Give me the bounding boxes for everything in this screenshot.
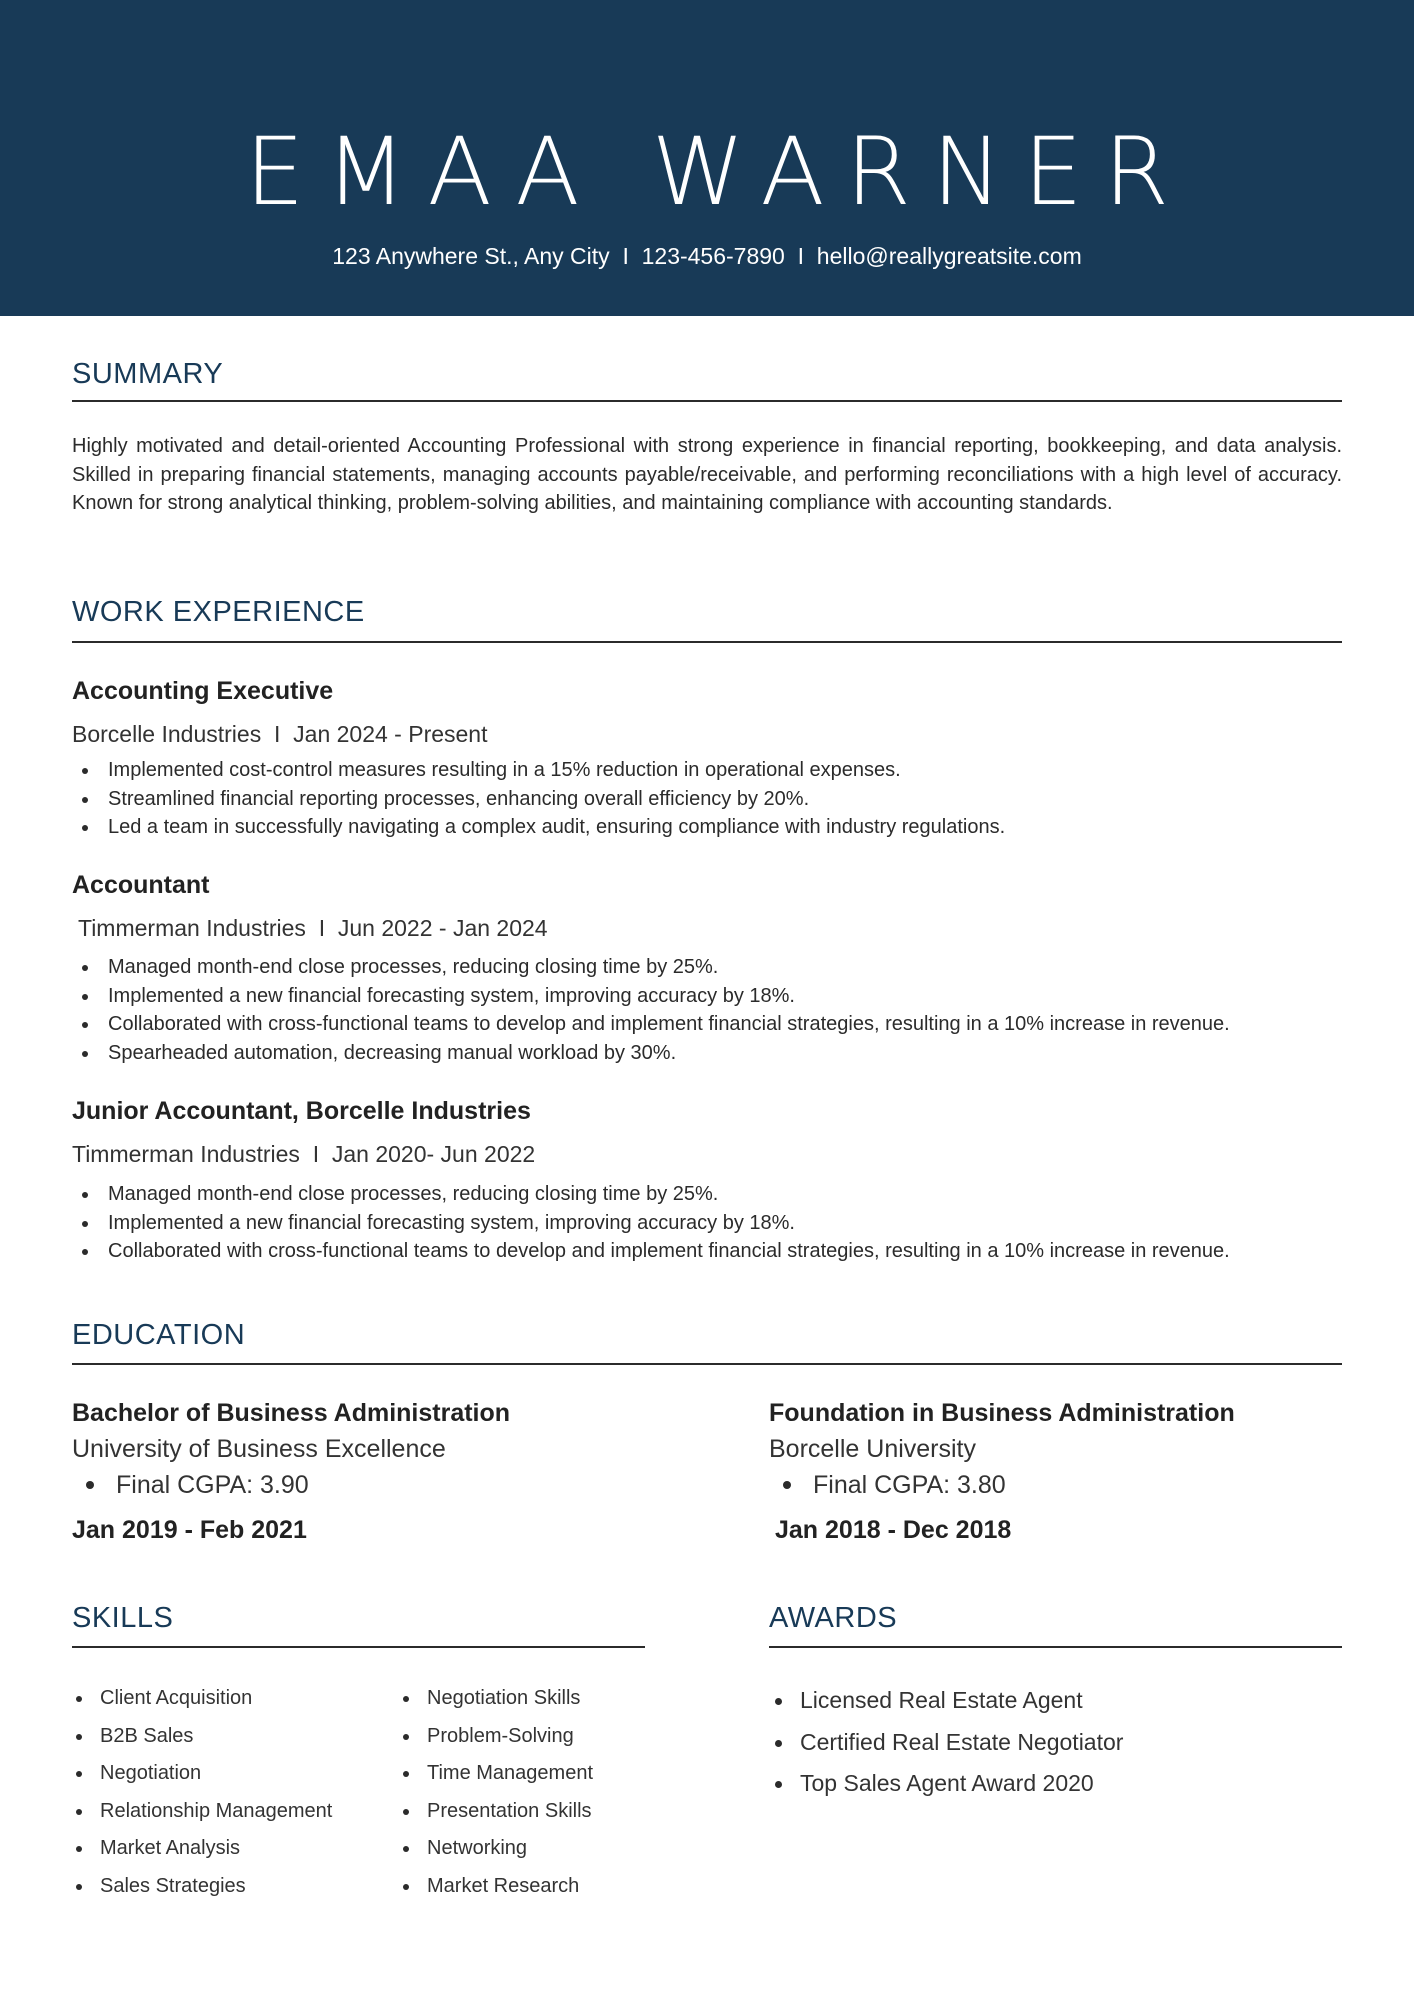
job-company-dates: Borcelle Industries I Jan 2024 - Present [72,721,488,747]
job-company-dates: Timmerman Industries I Jun 2022 - Jan 2024 [78,915,548,941]
list-item: Managed month-end close processes, reducing closing time by 25%. [72,1180,1230,1209]
list-item: Top Sales Agent Award 2020 [768,1763,1123,1805]
job-title: Junior Accountant, Borcelle Industries [72,1097,531,1125]
list-item: Implemented a new financial forecasting system, improving accuracy by 18%. [72,1209,1230,1238]
list-item: Negotiation [72,1755,332,1793]
list-item: Sales Strategies [72,1868,332,1906]
job-achievements [72,756,1005,842]
summary-divider [72,400,1342,402]
list-item: Implemented cost-control measures resulting in a 15% reduction in operational expenses. [72,756,1005,785]
education-dates: Jan 2018 - Dec 2018 [775,1516,1012,1544]
list-item: Market Research [399,1868,593,1906]
awards-heading: AWARDS [769,1602,898,1634]
candidate-name: EMAA WARNER [244,118,1191,227]
list-item: B2B Sales [72,1718,332,1756]
education-heading: EDUCATION [72,1319,246,1351]
list-item: Relationship Management [72,1793,332,1831]
gpa-item: Final CGPA: 3.90 [72,1467,632,1503]
education-divider [72,1363,1342,1365]
list-item: Market Analysis [72,1830,332,1868]
list-item: Led a team in successfully navigating a complex audit, ensuring compliance with industry regulations. [72,813,1005,842]
education-dates: Jan 2019 - Feb 2021 [72,1516,307,1544]
work-experience-heading: WORK EXPERIENCE [72,596,365,628]
header-banner [0,0,1414,316]
list-item: Time Management [399,1755,593,1793]
school-name: Borcelle University [769,1435,977,1463]
job-achievements [72,1180,1230,1266]
skills-list-column-2 [399,1680,593,1905]
awards-list [768,1680,1123,1805]
skills-heading: SKILLS [72,1602,174,1634]
list-item: Problem-Solving [399,1718,593,1756]
skills-divider [72,1646,645,1648]
awards-divider [769,1646,1342,1648]
degree-name: Bachelor of Business Administration [72,1399,511,1427]
list-item: Negotiation Skills [399,1680,593,1718]
list-item: Networking [399,1830,593,1868]
job-company-dates: Timmerman Industries I Jan 2020- Jun 2022 [72,1141,536,1167]
work-experience-divider [72,641,1342,643]
gpa-item: Final CGPA: 3.80 [769,1467,1329,1503]
job-title: Accounting Executive [72,677,334,705]
summary-text: Highly motivated and detail-oriented Accounting Professional with strong experience in financial reporting, bookkeeping, and data analysis. Skilled in preparing financial statements, managing accounts payable/receivable, and performing reconciliations with a high level of accuracy. Known for strong analytical thinking, problem-solving abilities, and maintaining compliance with accounting standards. [72,435,1342,515]
list-item: Collaborated with cross-functional teams to develop and implement financial strategies, resulting in a 10% increase in revenue. [72,1237,1230,1266]
summary-heading: SUMMARY [72,358,224,390]
list-item: Client Acquisition [72,1680,332,1718]
list-item: Licensed Real Estate Agent [768,1680,1123,1722]
education-entry [769,1395,1329,1548]
skills-list-column-1 [72,1680,332,1905]
job-title: Accountant [72,871,210,899]
list-item: Presentation Skills [399,1793,593,1831]
list-item: Spearheaded automation, decreasing manual workload by 30%. [72,1039,1230,1068]
contact-line: 123 Anywhere St., Any City I 123-456-7890 I hello@reallygreatsite.com [332,243,1082,269]
school-name: University of Business Excellence [72,1435,446,1463]
job-achievements [72,953,1230,1067]
list-item: Certified Real Estate Negotiator [768,1722,1123,1764]
list-item: Streamlined financial reporting processes, enhancing overall efficiency by 20%. [72,785,1005,814]
list-item: Managed month-end close processes, reducing closing time by 25%. [72,953,1230,982]
list-item: Collaborated with cross-functional teams to develop and implement financial strategies, resulting in a 10% increase in revenue. [72,1010,1230,1039]
degree-name: Foundation in Business Administration [769,1399,1235,1427]
list-item: Implemented a new financial forecasting system, improving accuracy by 18%. [72,982,1230,1011]
education-entry [72,1395,632,1548]
